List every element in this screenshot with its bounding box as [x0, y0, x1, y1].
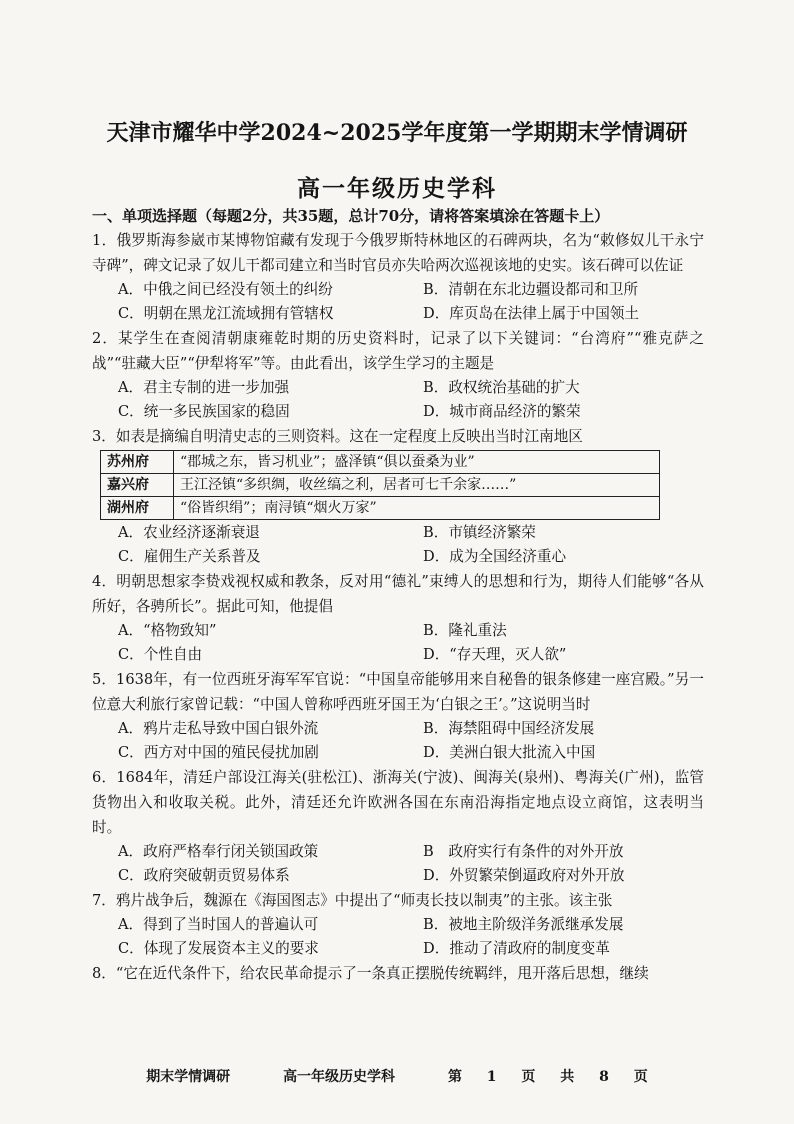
option-a: A．中俄之间已经没有领土的纠纷: [118, 281, 333, 298]
question-stem: 5．1638年，有一位西班牙海军军官说：“中国皇帝能够用来自秘鲁的银条修建一座宫殿。”另一位意大利旅行家曾记载：“中国人曾称呼西班牙国王为‘白银之王’。”这说明当时: [92, 671, 704, 713]
option-a: A．农业经济逐渐衰退: [118, 524, 260, 541]
footer-subject: 高一年级历史学科: [283, 1069, 396, 1085]
option-c: C．明朝在黑龙江流域拥有管辖权: [118, 305, 334, 322]
option-a: A．得到了当时国人的普遍认可: [118, 916, 319, 933]
table-cell-prefecture: 嘉兴府: [101, 474, 174, 497]
option-d: D．城市商品经济的繁荣: [423, 403, 581, 420]
question-stem: 6．1684年，清廷户部设江海关(驻松江)、浙海关(宁波)、闽海关(泉州)、粤海关(广州)，监管货物出入和收取关税。此外，清廷还允许欧洲各国在东南沿海指定地点设立商馆，这表明当时。: [92, 769, 704, 836]
table-cell-prefecture: 湖州府: [101, 497, 174, 520]
option-b: B．海禁阻碍中国经济发展: [423, 720, 595, 737]
question-8: [92, 961, 704, 986]
question-stem: 7．鸦片战争后，魏源在《海国图志》中提出了“师夷长技以制夷”的主张。该主张: [92, 892, 613, 909]
footer-page-number: 第 1 页 共 8 页: [447, 1069, 648, 1085]
section-heading: 一、单项选择题（每题2分，共35题，总计70分，请将答案填涂在答题卡上）: [92, 207, 610, 225]
option-b: B．隆礼重法: [423, 622, 507, 639]
option-c: C．西方对中国的殖民侵扰加剧: [118, 744, 319, 761]
question-2: [92, 326, 704, 424]
option-b: B．被地主阶级洋务派继承发展: [423, 916, 624, 933]
question-4: [92, 569, 704, 667]
page-footer: [0, 1066, 794, 1086]
option-d: D．库页岛在法律上属于中国领土: [423, 305, 640, 322]
option-d: D．“存天理，灭人欲”: [423, 646, 567, 663]
option-c: C．统一多民族国家的稳固: [118, 403, 290, 420]
question-list: [92, 228, 704, 986]
question-1: [92, 228, 704, 326]
option-b: B．市镇经济繁荣: [423, 524, 536, 541]
table-cell-record: 王江泾镇“多织绸，收丝缟之利，居者可七千余家……”: [174, 474, 660, 497]
option-b: B．政权统治基础的扩大: [423, 379, 580, 396]
question-5: [92, 667, 704, 765]
option-d: D．外贸繁荣倒逼政府对外开放: [423, 867, 625, 884]
table-cell-prefecture: 苏州府: [101, 451, 174, 474]
table-row: [101, 474, 660, 497]
option-c: C．政府突破朝贡贸易体系: [118, 867, 290, 884]
question-6: [92, 765, 704, 888]
table-cell-record: “郡城之东，皆习机业”；盛泽镇“俱以蚕桑为业”: [174, 451, 660, 474]
question-stem: 8．“它在近代条件下，给农民革命提示了一条真正摆脱传统羁绊，甩开落后思想，继续: [92, 965, 649, 982]
option-c: C．个性自由: [118, 646, 203, 663]
question-stem: 4．明朝思想家李贽戏视权威和教条，反对用“德礼”束缚人的思想和行为，期待人们能够“各从所好，各骋所长”。据此可知，他提倡: [92, 573, 704, 615]
question-stem: 1．俄罗斯海参崴市某博物馆藏有发现于今俄罗斯特林地区的石碑两块，名为“敕修奴儿干永宁寺碑”，碑文记录了奴儿干都司建立和当时官员亦失哈两次巡视该地的史实。该石碑可以佐证: [92, 232, 704, 274]
exam-title: 天津市耀华中学2024~2025学年度第一学期期末学情调研: [106, 120, 688, 146]
option-d: D．成为全国经济重心: [423, 548, 567, 565]
option-d: D．推动了清政府的制度变革: [423, 940, 610, 957]
source-table: [100, 450, 660, 520]
question-stem: 2．某学生在查阅清朝康雍乾时期的历史资料时，记录了以下关键词：“台湾府”“雅克萨之战”“驻藏大臣”“伊犁将军”等。由此看出，该学生学习的主题是: [92, 330, 704, 372]
option-c: C．雇佣生产关系普及: [118, 548, 261, 565]
table-row: [101, 451, 660, 474]
option-a: A．君主专制的进一步加强: [118, 379, 290, 396]
option-a: A．鸦片走私导致中国白银外流: [118, 720, 319, 737]
footer-exam-name: 期末学情调研: [146, 1069, 231, 1085]
option-c: C．体现了发展资本主义的要求: [118, 940, 319, 957]
exam-subtitle: 高一年级历史学科: [297, 175, 497, 202]
option-d: D．美洲白银大批流入中国: [423, 744, 596, 761]
option-b: B．清朝在东北边疆设都司和卫所: [423, 281, 639, 298]
option-b: B 政府实行有条件的对外开放: [423, 843, 624, 860]
table-cell-record: “俗皆织绢”；南浔镇“烟火万家”: [174, 497, 660, 520]
question-stem: 3．如表是摘编自明清史志的三则资料。这在一定程度上反映出当时江南地区: [92, 428, 583, 445]
table-row: [101, 497, 660, 520]
question-7: [92, 888, 704, 961]
question-3: [92, 424, 704, 569]
option-a: A．政府严格奉行闭关锁国政策: [118, 843, 319, 860]
option-a: A．“格物致知”: [118, 622, 217, 639]
